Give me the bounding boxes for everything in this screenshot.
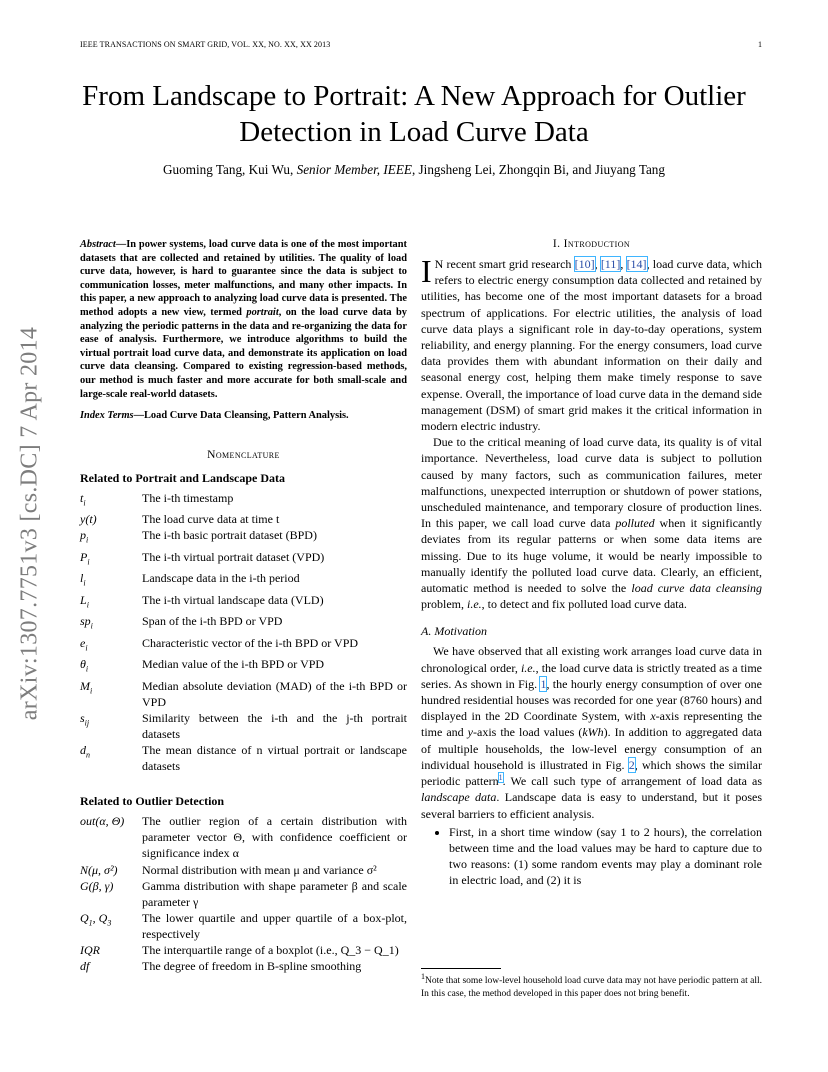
index-terms-label: Index Terms: [80, 410, 134, 422]
nomenclature-description: Characteristic vector of the i-th BPD or VPD: [142, 635, 359, 650]
table-row: [80, 813, 407, 861]
paper-title: From Landscape to Portrait: A New Approach for Outlier Detection in Load Curve Data: [82, 80, 746, 148]
nomenclature-description: The load curve data at time t: [142, 512, 280, 527]
running-head: IEEE TRANSACTIONS ON SMART GRID, VOL. XX, NO. XX, XX 2013: [80, 40, 331, 49]
nomenclature-symbol: y(t): [80, 512, 97, 527]
authors-after: , Jingsheng Lei, Zhongqin Bi, and Jiuyang Tang: [411, 162, 665, 177]
table-row: [80, 862, 407, 878]
nomenclature-table-2: [80, 813, 407, 974]
nomenclature-group1-title: Related to Portrait and Landscape Data: [80, 470, 285, 485]
nomenclature-symbol: $\theta_i$: [80, 657, 89, 674]
footnote-link[interactable]: 1: [498, 773, 503, 783]
ref-link[interactable]: [10]: [574, 257, 595, 271]
nomenclature-symbol: $Q_1$, $Q_3$: [80, 910, 112, 928]
intro-p1-rest: , load curve data, which refers to electric energy consumption data collected and retained by utilities, has become one of the most important datasets for a broad spectrum of applications. For electric utilities, the analysis of load curve data plays a significant role in day-to-day operations, system reliability, and energy planning. For the energy consumers, load curve data provides them with abundant information on their daily and seasonal energy cost, helping them make timely response to save expense. Overall, the importance of load curve data in the demand side management (DSM) of smart grid makes it the critical information in modern electric industry.: [421, 257, 762, 434]
mot-b: , the load curve data is strictly treated as a time series. As shown in Fig.: [421, 660, 762, 691]
intro-p2-d: , to detect and fix polluted load curve data.: [481, 597, 687, 612]
intro-paragraph-2: [421, 434, 762, 612]
table-row: [80, 511, 407, 527]
mot-ie: i.e.: [520, 660, 536, 675]
nomenclature-description: Gamma distribution with shape parameter β and scale parameter γ: [142, 878, 407, 909]
mot-a: We have observed that all existing work arranges load curve data in chronological order,: [421, 644, 762, 675]
mot-c: , the hourly energy consumption of over one hundred residential houses was recorded for one year (8760 hours) and displayed in the 2D Coordinate System, with: [421, 676, 762, 724]
index-terms-text: —Load Curve Data Cleansing, Pattern Analysis.: [133, 410, 349, 422]
footnote: [421, 971, 762, 1000]
ref-link[interactable]: [11]: [600, 257, 621, 271]
nomenclature-description: The interquartile range of a boxplot (i.e., Q_3 − Q_1): [142, 943, 399, 957]
nomenclature-symbol: $L_i$: [80, 592, 89, 610]
nomenclature-group2-title: Related to Outlier Detection: [80, 794, 225, 809]
nomenclature-symbol: $s_{ij}$: [80, 710, 90, 728]
index-terms: [80, 409, 407, 423]
nomenclature-symbol: $l_i$: [80, 571, 86, 588]
nomenclature-description: The degree of freedom in B-spline smoothing: [142, 959, 362, 974]
mot-f: ). In addition to aggregated data of multiple households, the low-level energy consumption of an individual household is illustrated in Fig.: [421, 725, 762, 772]
footnote-rule: [421, 968, 501, 969]
nomenclature-symbol: df: [80, 959, 90, 974]
nomenclature-table-1: [80, 490, 407, 775]
nomenclature-symbol: $t_i$: [80, 490, 86, 508]
table-row: [80, 490, 407, 511]
nomenclature-description: The outlier region of a certain distribution with parameter vector Θ, with confidence coefficient or significance index α: [142, 814, 407, 861]
table-row: [80, 678, 407, 710]
table-row: [80, 910, 407, 942]
list-item: • First, in a short time window (say 1 to 2 hours), the correlation between time and the load values may be hard to capture due to two reasons: (1) some random events may play a dominant role in electric load, and (2) it is: [449, 824, 762, 889]
table-row: [80, 635, 407, 656]
nomenclature-description: The i-th basic portrait dataset (BPD): [142, 528, 317, 543]
abstract-label: Abstract: [80, 239, 116, 250]
mot-i: . Landscape data is easy to understand, but it poses several barriers to efficient analysis.: [421, 790, 762, 821]
nomenclature-description: Median absolute deviation (MAD) of the i-th BPD or VPD: [142, 678, 407, 709]
table-row: [80, 656, 407, 677]
left-column: [80, 238, 407, 974]
nomenclature-symbol: $d_n$: [80, 743, 90, 760]
intro-p2-c: problem,: [421, 597, 467, 612]
authors-before: Guoming Tang, Kui Wu,: [163, 162, 297, 177]
abstract: [80, 238, 407, 401]
nomenclature-description: The i-th virtual portrait dataset (VPD): [142, 549, 325, 564]
arxiv-stamp: [16, 300, 43, 740]
table-row: [80, 710, 407, 742]
motivation-bullets: [421, 824, 762, 889]
intro-heading: I. Introduction: [552, 238, 631, 250]
ref-link[interactable]: [14]: [626, 257, 647, 271]
table-row: [80, 570, 407, 591]
nomenclature-description: The mean distance of n virtual portrait or landscape datasets: [142, 743, 407, 774]
table-row: [80, 742, 407, 774]
intro-p1-start: N recent smart grid research: [434, 257, 575, 271]
nomenclature-heading: Nomenclature: [207, 448, 280, 461]
nomenclature-description: Median value of the i-th BPD or VPD: [142, 657, 325, 672]
nomenclature-description: Normal distribution with mean μ and variance σ²: [142, 862, 377, 877]
footnote-mark: 1: [421, 971, 425, 981]
mot-d: -axis representing the time and: [421, 709, 762, 740]
nomenclature-symbol: $sp_i$: [80, 614, 93, 631]
nomenclature-symbol: IQR: [80, 943, 100, 957]
mot-e: -axis the load values (: [473, 725, 583, 740]
nomenclature-symbol: G(β, γ): [80, 878, 114, 893]
figure-1-link[interactable]: 1: [540, 676, 547, 691]
table-row: [80, 878, 407, 910]
mot-em-landscape: landscape data: [421, 790, 497, 805]
mot-unit: kWh: [582, 725, 604, 740]
nomenclature-description: Landscape data in the i-th period: [142, 571, 300, 586]
intro-p2-em-polluted: polluted: [615, 516, 655, 531]
motivation-paragraph: [421, 643, 762, 821]
nomenclature-description: Span of the i-th BPD or VPD: [142, 614, 283, 629]
nomenclature-description: Similarity between the i-th and the j-th portrait datasets: [142, 710, 407, 741]
abstract-term: portrait: [246, 306, 279, 318]
nomenclature-symbol: $P_i$: [80, 549, 90, 567]
mot-x-axis: x: [650, 709, 656, 724]
abstract-text-1: —In power systems, load curve data is one of the most important datasets that are collected and retained by utilities. The quality of load curve data, however, is hard to guarantee since the data is subject to communication losses, meter malfunctions, and many other impacts. In this paper, a new approach to analyzing load curve data is presented. The method adopts a new view, termed: [80, 239, 407, 318]
intro-p2-em-cleansing: load curve data cleansing: [631, 581, 762, 596]
author-line: [60, 162, 768, 178]
intro-paragraph-1: I N recent smart grid research [10], [11], [14], load curve data, which refers to electric energy consumption data collected and retained by utilities, has become one of the most important datasets for a broad spectrum of applications. For electric utilities, the analysis of load curve data plays a significant role in day-to-day operations, system reliability, and energy planning. For the energy consumers, load curve data provides them with abundant information on their daily and seasonal energy cost, helping them make timely response to save expense. Overall, the importance of load curve data in the demand side management (DSM) of smart grid makes it the critical information in modern electric industry.: [421, 253, 762, 434]
table-row: [80, 527, 407, 548]
table-row: [80, 549, 407, 570]
nomenclature-symbol: $M_i$: [80, 678, 93, 696]
table-row: [80, 613, 407, 634]
nomenclature-description: The i-th timestamp: [142, 490, 234, 505]
table-row: [80, 942, 407, 958]
page-number: 1: [758, 40, 762, 49]
mot-y-axis: y: [467, 725, 473, 740]
intro-p2-b: when it significantly deviates from its regular patterns or when some data items are missing. Due to its huge volume, it would be nearly impossible to manually identify the polluted load curve data. Clearly, an efficient, automatic method is needed to solve the: [421, 516, 763, 596]
nomenclature-symbol: $p_i$: [80, 528, 89, 545]
mot-h: . We call such type of arrangement of load data as: [502, 774, 762, 789]
intro-p2-ie: i.e.: [467, 597, 482, 612]
table-row: [80, 958, 407, 974]
nomenclature-description: The i-th virtual landscape data (VLD): [142, 592, 324, 607]
arxiv-stamp-text: arXiv:1307.7751v3 [cs.DC] 7 Apr 2014: [16, 326, 43, 721]
nomenclature-description: The lower quartile and upper quartile of a box-plot, respectively: [142, 910, 407, 941]
footnote-text: Note that some low-level household load curve data may not have periodic pattern at all. In this case, the method developed in this paper does not bring benefit.: [421, 976, 762, 999]
right-column: [421, 238, 762, 889]
abstract-text-2: , on the load curve data by analyzing the periodic patterns in the data and re-organizing the data for ease of analysis. Furthermore, we introduce algorithms to build the virtual portrait load curve data, and demonstrate its application on load curve data cleansing. Compared to existing regression-based methods, our method is much faster and more accurate for both small-scale and large-scale real-world datasets.: [80, 306, 408, 400]
nomenclature-symbol: out(α, Θ): [80, 814, 125, 829]
motivation-heading: A. Motivation: [421, 624, 487, 639]
intro-p2-a: Due to the critical meaning of load curve data, its quality is of vital importance. Nevertheless, load curve data is subject to pollution caused by many factors, such as communication failures, meter malfunctions, unexpected interruption or shutdown of power stations, unscheduled maintenance, and temporary closure of production lines. In this paper, we call load curve data: [421, 435, 762, 531]
table-row: [80, 592, 407, 613]
nomenclature-symbol: $e_i$: [80, 635, 88, 653]
nomenclature-symbol: N(μ, σ²): [80, 862, 118, 877]
authors-member: Senior Member, IEEE: [296, 162, 412, 177]
mot-g: , which shows the similar periodic pattern: [421, 757, 762, 789]
figure-2-link[interactable]: 2: [628, 757, 635, 772]
dropcap: I: [421, 253, 432, 289]
